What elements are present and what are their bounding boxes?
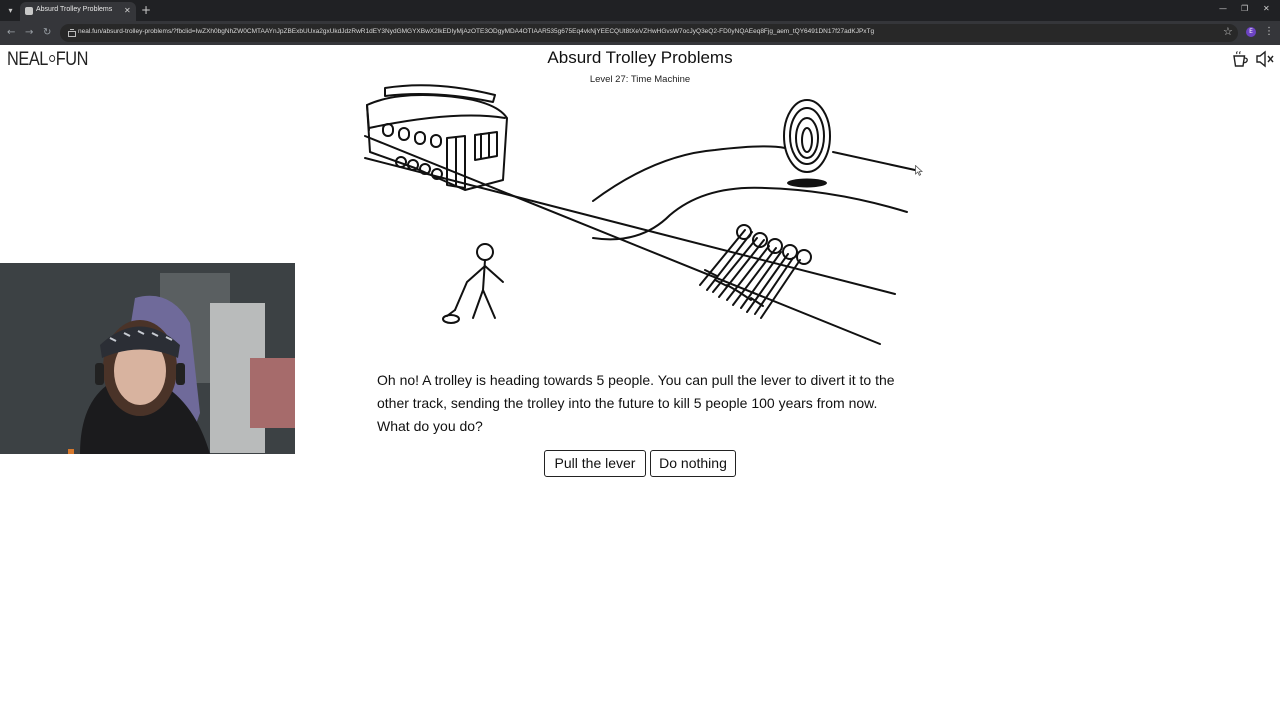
tab-title: Absurd Trolley Problems xyxy=(36,6,113,13)
reload-icon[interactable]: ↻ xyxy=(43,27,52,38)
minimize-icon[interactable]: — xyxy=(1219,4,1227,13)
back-icon[interactable]: ← xyxy=(7,27,16,38)
problem-prompt: Oh no! A trolley is heading towards 5 people. You can pull the lever to divert it to the other track, sending the trolley into the future to kill 5 people 100 years from now. What do you do? xyxy=(377,372,895,434)
profile-avatar[interactable]: E xyxy=(1246,27,1256,37)
logo-dot-icon xyxy=(49,55,55,62)
forward-icon[interactable]: → xyxy=(25,27,34,38)
webcam-overlay xyxy=(0,263,295,454)
main-track-rail-bottom xyxy=(365,136,880,344)
coffee-cup-icon[interactable] xyxy=(1231,50,1249,68)
trolley-scene-illustration xyxy=(355,80,925,350)
tab-close-icon[interactable]: ✕ xyxy=(124,6,131,15)
window-close-icon[interactable]: ✕ xyxy=(1263,4,1270,13)
restore-icon[interactable]: ❐ xyxy=(1241,4,1249,13)
browser-tab[interactable] xyxy=(20,2,136,21)
tab-search-icon[interactable]: ▾ xyxy=(8,6,13,15)
more-menu-icon[interactable]: ⋮ xyxy=(1264,26,1274,37)
browser-toolbar xyxy=(0,21,1280,45)
main-track-rail-top xyxy=(365,158,895,294)
pull-lever-button[interactable]: Pull the lever xyxy=(544,450,646,477)
level-subtitle: Level 27: Time Machine xyxy=(589,74,691,85)
site-info-icon[interactable] xyxy=(68,28,76,37)
logo-right-text: FUN xyxy=(55,49,89,70)
do-nothing-button[interactable]: Do nothing xyxy=(650,450,736,477)
address-bar[interactable] xyxy=(60,24,1238,42)
browser-tab-bar xyxy=(0,0,1280,21)
logo-left-text: NEAL xyxy=(7,49,48,70)
url-text: neal.fun/absurd-trolley-problems/?fbclid=IwZXh0bgNhZW0CMTAAYnJpZBExbUUxa2gxUkdJdzRwR1dEY3NydGMGYXBwX2lkEDIyMjAzOTE3ODgyMDA4OTIAAR535g675Eq4vkNjYEECQUt8tXeVZHwHGvsW7ocJyQ3eQ2-FD0yNQAEeq8Fjg_aem_tQY6491DN17f27adKJPxTg xyxy=(78,28,875,35)
new-tab-icon[interactable]: + xyxy=(141,3,152,17)
sound-muted-icon[interactable] xyxy=(1255,50,1275,68)
bookmark-star-icon[interactable]: ☆ xyxy=(1223,25,1233,38)
site-logo[interactable] xyxy=(7,49,88,71)
tab-favicon-icon xyxy=(25,7,33,15)
page-title: Absurd Trolley Problems xyxy=(547,48,733,67)
mouse-cursor-icon xyxy=(915,165,923,176)
